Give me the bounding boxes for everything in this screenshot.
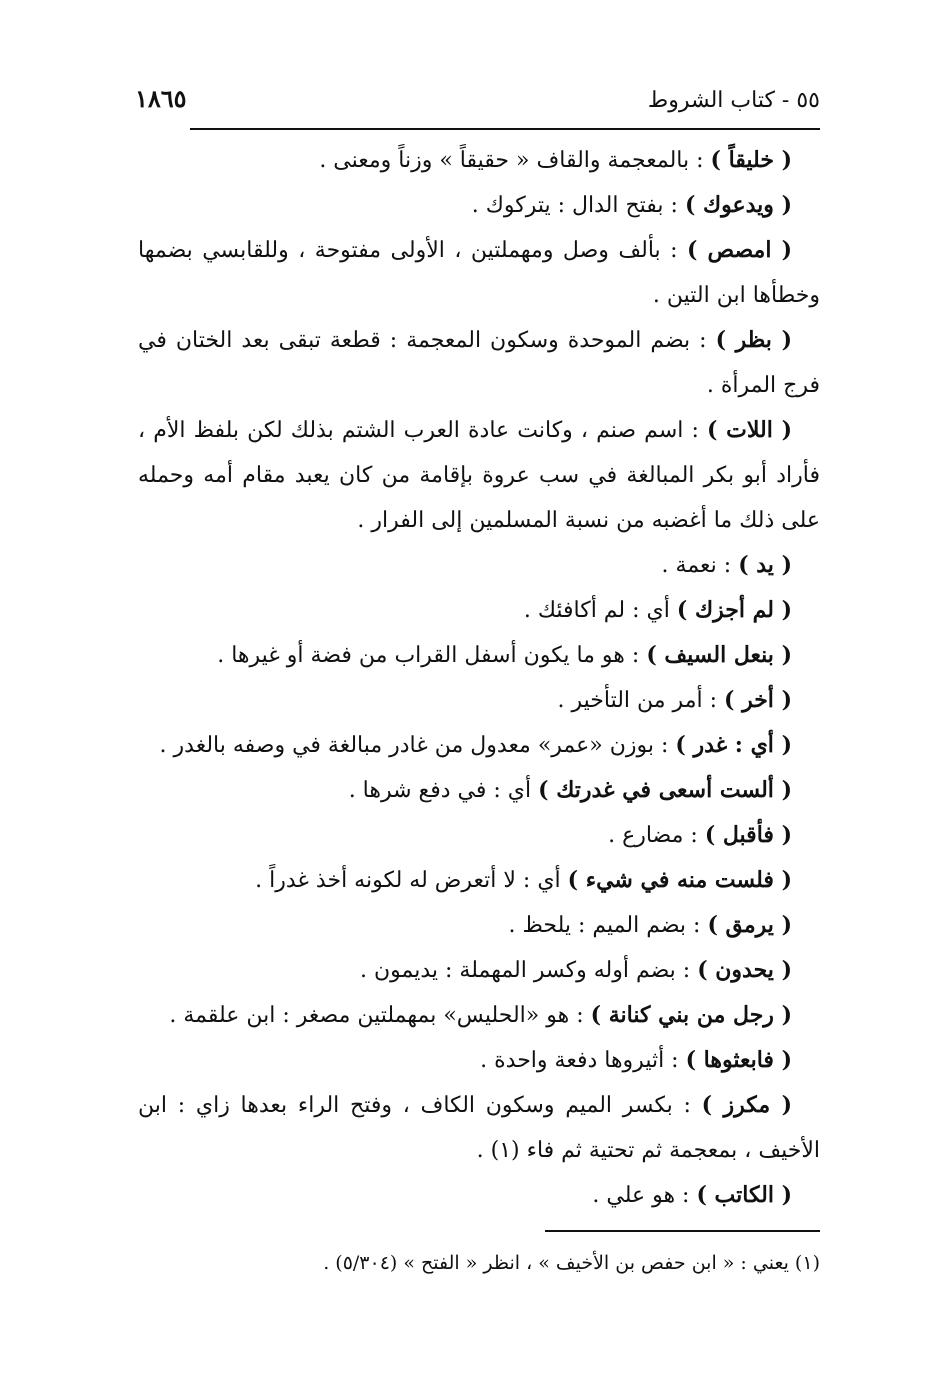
glossary-entry bbox=[138, 1038, 820, 1083]
entry-definition: : هو ما يكون أسفل القراب من فضة أو غيرها . bbox=[217, 643, 647, 668]
entry-definition: : بكسر الميم وسكون الكاف ، وفتح الراء بعدها زاي : ابن الأخيف ، بمعجمة ثم تحتية ثم فاء (١) . bbox=[138, 1093, 820, 1163]
glossary-entry bbox=[138, 678, 820, 723]
entry-definition: : أمر من التأخير . bbox=[557, 688, 724, 713]
entry-definition: : بفتح الدال : يتركوك . bbox=[471, 193, 685, 218]
glossary-entry bbox=[138, 858, 820, 903]
glossary-entry bbox=[138, 723, 820, 768]
glossary-entry bbox=[138, 543, 820, 588]
glossary-entry bbox=[138, 228, 820, 318]
entry-definition: : نعمة . bbox=[661, 553, 739, 578]
entry-definition: أي : في دفع شرها . bbox=[348, 778, 539, 803]
entry-term: ( خليقاً ) bbox=[710, 147, 792, 173]
entry-definition: أي : لم أكافئك . bbox=[523, 598, 677, 623]
entry-term: ( امصص ) bbox=[686, 237, 792, 263]
glossary-entry bbox=[138, 1173, 820, 1218]
entry-definition: : بالمعجمة والقاف « حقيقاً » وزناً ومعنى . bbox=[319, 148, 711, 173]
entry-definition: : اسم صنم ، وكانت عادة العرب الشتم بذلك لكن بلفظ الأم ، فأراد أبو بكر المبالغة في سب عروة بإقامة من كان يعبد مقام أمه وحمله على ذلك ما أغضبه من نسبة المسلمين إلى الفرار . bbox=[138, 418, 820, 533]
glossary-body bbox=[138, 138, 820, 1218]
glossary-entry bbox=[138, 903, 820, 948]
entry-definition: : بوزن «عمر» معدول من غادر مبالغة في وصفه بالغدر . bbox=[159, 733, 676, 758]
entry-definition: : هو علي . bbox=[592, 1183, 697, 1208]
entry-term: ( بظر ) bbox=[715, 327, 792, 353]
entry-definition: : بضم الموحدة وسكون المعجمة : قطعة تبقى بعد الختان في فرج المرأة . bbox=[138, 328, 820, 398]
entry-definition: : بضم الميم : يلحظ . bbox=[508, 913, 708, 938]
entry-definition: : مضارع . bbox=[608, 823, 705, 848]
glossary-entry bbox=[138, 138, 820, 183]
glossary-entry bbox=[138, 993, 820, 1038]
entry-term: ( الكاتب ) bbox=[696, 1182, 792, 1208]
footnote: (١) يعني : « ابن حفص بن الأخيف » ، انظر « الفتح » (٥/٣٠٤) . bbox=[323, 1252, 820, 1274]
glossary-entry bbox=[138, 183, 820, 228]
entry-term: ( يرمق ) bbox=[707, 912, 792, 938]
entry-definition: : أثيروها دفعة واحدة . bbox=[480, 1048, 686, 1073]
footnote-rule bbox=[545, 1230, 820, 1232]
glossary-entry bbox=[138, 633, 820, 678]
entry-term: ( أي : غدر ) bbox=[675, 732, 792, 758]
entry-definition: : هو «الحليس» بمهملتين مصغر : ابن علقمة . bbox=[169, 1003, 591, 1028]
chapter-title: ٥٥ - كتاب الشروط bbox=[647, 88, 820, 113]
entry-definition: أي : لا أتعرض له لكونه أخذ غدراً . bbox=[255, 868, 568, 893]
glossary-entry bbox=[138, 768, 820, 813]
page-number: ١٨٦٥ bbox=[135, 84, 187, 113]
entry-term: ( فابعثوها ) bbox=[685, 1047, 792, 1073]
entry-term: ( أخر ) bbox=[724, 687, 792, 713]
glossary-entry bbox=[138, 813, 820, 858]
glossary-entry bbox=[138, 318, 820, 408]
entry-term: ( ويدعوك ) bbox=[684, 192, 792, 218]
entry-term: ( فأقبل ) bbox=[704, 822, 792, 848]
entry-term: ( اللات ) bbox=[706, 417, 792, 443]
entry-term: ( يد ) bbox=[738, 552, 792, 578]
entry-term: ( يحدون ) bbox=[697, 957, 792, 983]
entry-term: ( بنعل السيف ) bbox=[646, 642, 792, 668]
entry-term: ( فلست منه في شيء ) bbox=[567, 867, 792, 893]
glossary-entry bbox=[138, 408, 820, 543]
entry-definition: : بضم أوله وكسر المهملة : يديمون . bbox=[359, 958, 698, 983]
glossary-entry bbox=[138, 588, 820, 633]
entry-term: ( رجل من بني كنانة ) bbox=[590, 1002, 792, 1028]
entry-definition: : بألف وصل ومهملتين ، الأولى مفتوحة ، وللقابسي بضمها وخطأها ابن التين . bbox=[138, 238, 820, 308]
running-head bbox=[135, 82, 820, 122]
header-rule bbox=[190, 128, 820, 130]
entry-term: ( لم أجزك ) bbox=[676, 597, 792, 623]
entry-term: ( ألست أسعى في غدرتك ) bbox=[538, 777, 792, 803]
glossary-entry bbox=[138, 948, 820, 993]
glossary-entry bbox=[138, 1083, 820, 1173]
entry-term: ( مكرز ) bbox=[701, 1092, 792, 1118]
